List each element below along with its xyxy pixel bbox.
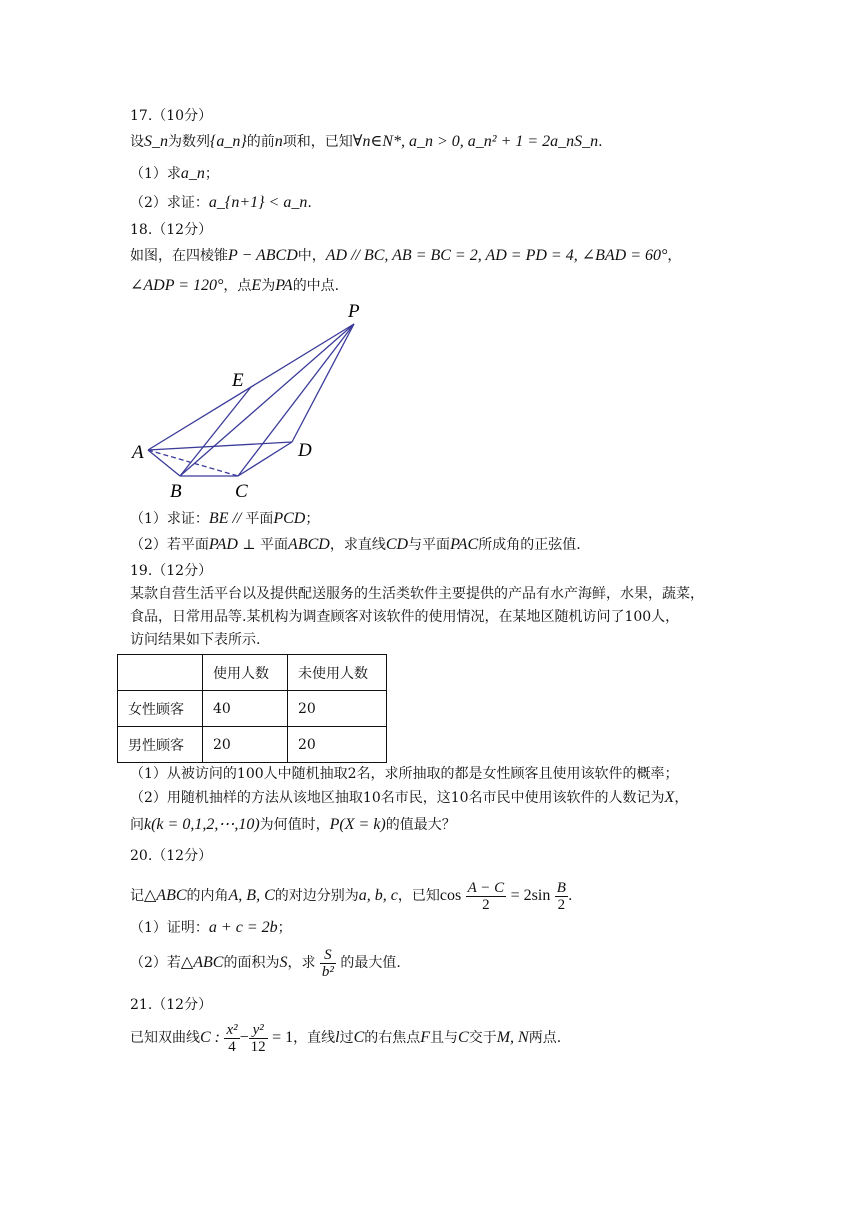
table-header-cell: 使用人数 [203, 655, 288, 691]
q20-fraction-b-half [555, 880, 568, 913]
table-header-row [118, 655, 387, 691]
q19-stem-line2: 食品，日常用品等.某机构为调查顾客对该软件的使用情况，在某地区随机访问了100人， [130, 609, 680, 625]
q18-part2-text: ⊥ 平面 [237, 537, 289, 553]
edge-cd [238, 442, 292, 476]
q17-stem-end: . [598, 134, 603, 150]
q17-stem-text: 的前 [246, 134, 275, 150]
q19-part3 [130, 815, 456, 835]
q20-part1-math: a + c = 2b [208, 919, 278, 936]
q19-probability: P(X = k) [329, 816, 386, 833]
fraction-denominator: 12 [250, 1038, 266, 1055]
q20-part2-text: ，求 [287, 955, 316, 971]
label-b: B [170, 481, 182, 502]
label-c: C [235, 481, 248, 502]
q17-stem-text: 为数列 [168, 134, 210, 150]
q21-focus-f: F [420, 1029, 431, 1046]
q18-pyramid: P − ABCD [228, 247, 298, 264]
q19-part3-text: 的值最大？ [385, 817, 456, 833]
q21-stem-text: 且与 [430, 1030, 459, 1046]
q21-minus: − [239, 1029, 249, 1046]
fraction-numerator: A − C [467, 879, 505, 896]
q17-stem-text: 项和，已知 [282, 134, 353, 150]
q18-part2-text: ，求直线 [329, 537, 386, 553]
edge-ab [148, 450, 180, 476]
q17-part2-label: （2）求证： [130, 195, 209, 211]
q20-area-s: S [279, 954, 288, 971]
q17-condition: ∀n∈N*, a_n > 0, a_n² + 1 = 2a_nS_n [352, 133, 599, 150]
q21-points-mn: M, N [496, 1029, 529, 1046]
q18-stem-text: 的中点. [292, 278, 340, 294]
q18-part1-plane: PCD [273, 510, 306, 527]
q17-part2-end: . [307, 195, 312, 211]
survey-table [117, 654, 387, 763]
q18-heading: 18.（12分） [130, 222, 213, 238]
q21-curve-c-ref: C [353, 1029, 365, 1046]
edge-dp [292, 324, 354, 442]
q17-part1-math: a_n [180, 165, 205, 182]
table-cell: 女性顾客 [118, 691, 203, 727]
q18-stem-text: 中， [297, 248, 326, 264]
q19-part2-text: ， [674, 790, 689, 806]
q21-fraction-y2-over-12 [249, 1022, 268, 1055]
pyramid-figure [128, 298, 368, 504]
q20-part1-label: （1）证明： [130, 920, 209, 936]
q17-sequence: {a_n} [210, 133, 247, 150]
q19-heading: 19.（12分） [130, 563, 213, 579]
q20-part2-text: 的最大值. [340, 955, 401, 971]
q21-curve-c-ref: C [458, 1029, 469, 1046]
q20-stem-text: 的对边分别为 [274, 888, 359, 904]
q21-stem-text: 已知双曲线 [130, 1030, 200, 1046]
table-row [118, 727, 387, 763]
q20-stem-end: . [567, 888, 573, 904]
q17-n: n [274, 133, 283, 150]
q20-sides: a, b, c [358, 887, 398, 904]
q19-stem-line3: 访问结果如下表所示. [130, 632, 261, 648]
q20-part2-text: 的面积为 [223, 955, 280, 971]
q20-cos: cos [439, 887, 462, 904]
q18-stem-text: ， [667, 248, 682, 264]
q18-part2-plane-abcd: ABCD [288, 536, 330, 553]
q19-part2 [130, 788, 688, 808]
q18-stem-line2 [130, 276, 339, 296]
q20-stem-text: 记 [130, 888, 144, 904]
q17-heading: 17.（10分） [130, 108, 213, 124]
q20-stem-text: ，已知 [397, 888, 440, 904]
q21-line-l: l [335, 1029, 340, 1046]
q21-fraction-x2-over-4 [224, 1022, 239, 1055]
q20-part2 [130, 945, 401, 981]
q17-stem [130, 132, 603, 152]
fraction-denominator: b² [321, 963, 334, 980]
q21-stem-text: ，直线 [293, 1030, 336, 1046]
q21-stem-text: 两点. [528, 1030, 562, 1046]
table-cell: 20 [203, 727, 288, 763]
q18-stem-text: 为 [261, 278, 276, 294]
q20-fraction-a-minus-c [466, 880, 507, 913]
q19-part2-text: （2）用随机抽样的方法从该地区抽取10名市民，这10名市民中使用该软件的人数记为 [130, 790, 665, 806]
q20-angles: A, B, C [228, 887, 275, 904]
q17-stem-text: 设 [130, 134, 144, 150]
q17-part1-label: （1）求 [130, 166, 181, 182]
q20-part1 [130, 918, 292, 938]
label-e: E [232, 370, 244, 391]
q18-part2-plane-pac: PAC [450, 536, 479, 553]
q21-stem-text: 交于 [468, 1030, 497, 1046]
q18-stem-text: ，点 [223, 278, 252, 294]
q18-part2-text: 与平面 [408, 537, 451, 553]
q19-variable-x: X [664, 789, 675, 806]
q18-part2-text: （2）若平面 [130, 537, 209, 553]
q18-part2-line-cd: CD [385, 536, 409, 553]
table-cell: 40 [203, 691, 288, 727]
fraction-numerator: x² [226, 1021, 238, 1038]
q19-k-values: k(k = 0,1,2,⋯,10) [144, 816, 260, 833]
q21-heading: 21.（12分） [130, 997, 213, 1013]
fraction-numerator: y² [249, 1022, 268, 1039]
q21-equals-one: = 1 [272, 1029, 294, 1046]
diagonal-ac-hidden [148, 450, 238, 476]
edge-ad [148, 442, 292, 450]
table-header-cell [118, 655, 203, 691]
fraction-numerator: S [320, 947, 336, 964]
q20-triangle: △ABC [144, 887, 187, 904]
table-cell: 男性顾客 [118, 727, 203, 763]
q17-part2 [130, 193, 312, 213]
q20-heading: 20.（12分） [130, 848, 213, 864]
table-row [118, 691, 387, 727]
q17-part1-end: ； [204, 166, 219, 182]
q20-stem-text: 的内角 [186, 888, 229, 904]
q19-part3-text: 问 [130, 817, 144, 833]
q17-sn: S_n [144, 133, 168, 150]
q20-part2-text: （2）若 [130, 955, 181, 971]
q19-stem-line1: 某款自营生活平台以及提供配送服务的生活类软件主要提供的产品有水产海鲜，水果，蔬菜， [130, 586, 704, 602]
q18-part1-text: 平面 [245, 511, 274, 527]
q21-stem-text: 过 [339, 1030, 354, 1046]
q18-stem-text: 如图，在四棱锥 [130, 248, 228, 264]
q18-part2-plane-pad: PAD [208, 536, 238, 553]
edge-cp [238, 324, 354, 476]
label-d: D [298, 440, 312, 461]
q18-part1-label: （1）求证： [130, 511, 209, 527]
q20-fraction-s-over-b2 [320, 947, 336, 980]
fraction-numerator: B [556, 879, 566, 896]
label-a: A [132, 442, 144, 463]
q18-part2-text: 所成角的正弦值. [478, 537, 581, 553]
q21-stem [130, 1020, 561, 1056]
q18-part1-end: ； [305, 511, 320, 527]
q18-stem-line1 [130, 246, 681, 266]
q18-angle: ∠ADP = 120° [130, 277, 224, 294]
fraction-denominator: 2 [482, 896, 490, 913]
q20-part2-triangle: △ABC [180, 954, 224, 971]
q18-conditions: AD // BC, AB = BC = 2, AD = PD = 4, ∠BAD = 60° [325, 247, 668, 264]
q18-part1 [130, 509, 319, 529]
table-cell: 20 [288, 691, 387, 727]
fraction-denominator: 2 [557, 896, 566, 913]
q20-stem [130, 878, 572, 914]
q19-part1: （1）从被访问的100人中随机抽取2名，求所抽取的都是女性顾客且使用该软件的概率； [130, 766, 679, 782]
q20-part1-end: ； [277, 920, 292, 936]
q21-stem-text: 的右焦点 [364, 1030, 421, 1046]
q20-equals-sin: = 2sin [510, 887, 551, 904]
label-p: P [348, 301, 360, 322]
table-cell: 20 [288, 727, 387, 763]
table-header-cell: 未使用人数 [288, 655, 387, 691]
q17-part2-math: a_{n+1} < a_n [208, 194, 308, 211]
edge-bp [180, 324, 354, 476]
q19-part3-text: 为何值时， [259, 817, 330, 833]
fraction-denominator: 4 [228, 1038, 236, 1055]
q18-part2 [130, 535, 581, 555]
q18-segment-pa: PA [275, 277, 293, 294]
q18-part1-math: BE // [208, 510, 246, 527]
q21-curve-c: C : [200, 1029, 220, 1046]
q18-point-e: E [251, 277, 262, 294]
q17-part1 [130, 164, 219, 184]
